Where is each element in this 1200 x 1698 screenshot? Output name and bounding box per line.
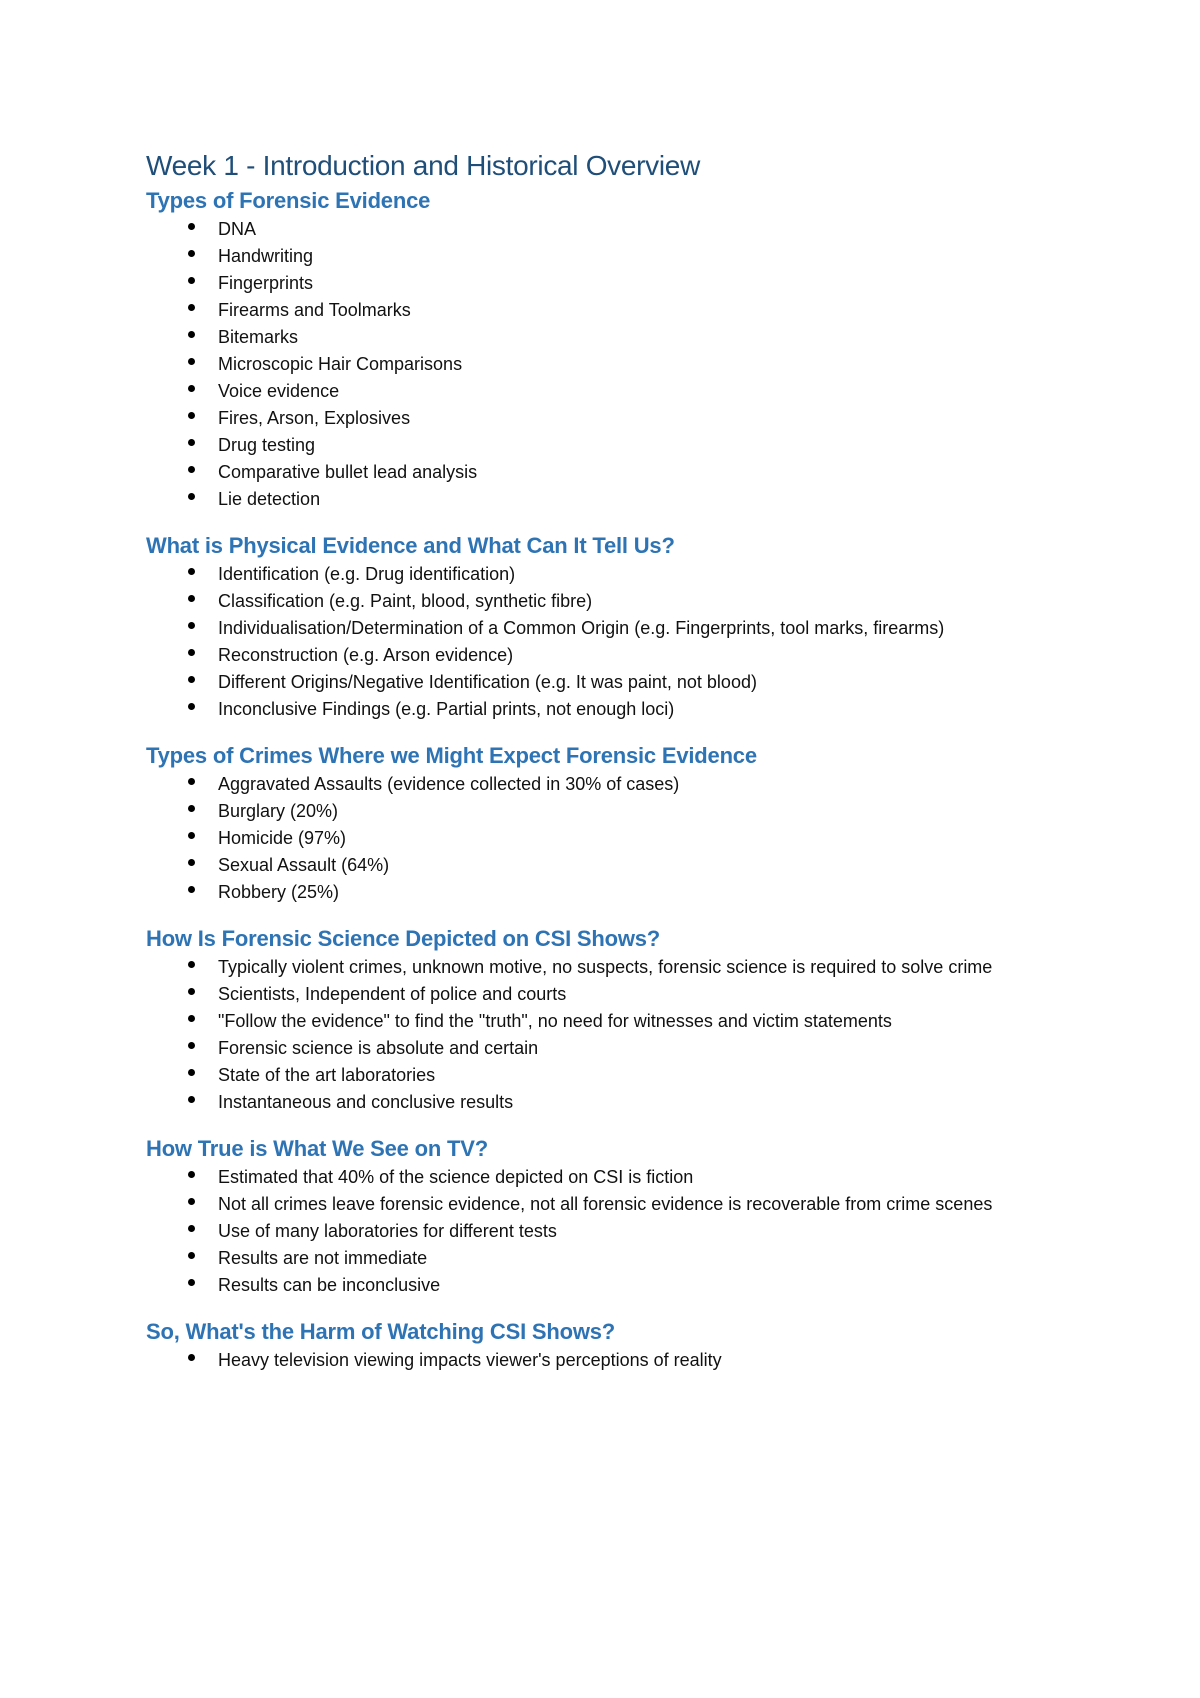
bullet-item: Different Origins/Negative Identification (e.g. It was paint, not blood) <box>218 669 1086 696</box>
bullet-item: Forensic science is absolute and certain <box>218 1035 1086 1062</box>
bullet-list <box>146 561 1086 723</box>
bullet-item: Not all crimes leave forensic evidence, not all forensic evidence is recoverable from crime scenes <box>218 1191 1086 1218</box>
bullet-item: Results are not immediate <box>218 1245 1086 1272</box>
bullet-item: Fires, Arson, Explosives <box>218 405 1086 432</box>
bullet-item: Bitemarks <box>218 324 1086 351</box>
bullet-item: Comparative bullet lead analysis <box>218 459 1086 486</box>
bullet-item: Fingerprints <box>218 270 1086 297</box>
bullet-item: Instantaneous and conclusive results <box>218 1089 1086 1116</box>
bullet-item: Robbery (25%) <box>218 879 1086 906</box>
bullet-item: Voice evidence <box>218 378 1086 405</box>
bullet-item: Reconstruction (e.g. Arson evidence) <box>218 642 1086 669</box>
bullet-item: Burglary (20%) <box>218 798 1086 825</box>
document-title: Week 1 - Introduction and Historical Overview <box>146 150 700 181</box>
bullet-item: DNA <box>218 216 1086 243</box>
bullet-item: Firearms and Toolmarks <box>218 297 1086 324</box>
bullet-item: Scientists, Independent of police and courts <box>218 981 1086 1008</box>
document-body <box>146 146 1086 1374</box>
bullet-list <box>146 1347 1086 1374</box>
bullet-item: Individualisation/Determination of a Common Origin (e.g. Fingerprints, tool marks, firearms) <box>218 615 1086 642</box>
section <box>146 1134 1086 1299</box>
section-heading: So, What's the Harm of Watching CSI Shows? <box>146 1319 616 1344</box>
bullet-list <box>146 1164 1086 1299</box>
bullet-item: Typically violent crimes, unknown motive, no suspects, forensic science is required to solve crime <box>218 954 1086 981</box>
section <box>146 531 1086 723</box>
bullet-item: Handwriting <box>218 243 1086 270</box>
bullet-item: Estimated that 40% of the science depicted on CSI is fiction <box>218 1164 1086 1191</box>
section-heading: What is Physical Evidence and What Can It Tell Us? <box>146 533 675 558</box>
bullet-item: Microscopic Hair Comparisons <box>218 351 1086 378</box>
bullet-item: Identification (e.g. Drug identification) <box>218 561 1086 588</box>
bullet-item: State of the art laboratories <box>218 1062 1086 1089</box>
section <box>146 741 1086 906</box>
bullet-list <box>146 954 1086 1116</box>
section-heading: Types of Crimes Where we Might Expect Forensic Evidence <box>146 743 757 768</box>
bullet-item: Sexual Assault (64%) <box>218 852 1086 879</box>
section <box>146 186 1086 513</box>
bullet-item: "Follow the evidence" to find the "truth", no need for witnesses and victim statements <box>218 1008 1086 1035</box>
bullet-item: Use of many laboratories for different tests <box>218 1218 1086 1245</box>
section-heading: How Is Forensic Science Depicted on CSI Shows? <box>146 926 661 951</box>
section <box>146 1317 1086 1374</box>
section-heading: Types of Forensic Evidence <box>146 188 431 213</box>
section-heading: How True is What We See on TV? <box>146 1136 488 1161</box>
bullet-item: Lie detection <box>218 486 1086 513</box>
bullet-item: Heavy television viewing impacts viewer's perceptions of reality <box>218 1347 1086 1374</box>
bullet-item: Classification (e.g. Paint, blood, synthetic fibre) <box>218 588 1086 615</box>
bullet-list <box>146 216 1086 513</box>
bullet-item: Inconclusive Findings (e.g. Partial prints, not enough loci) <box>218 696 1086 723</box>
bullet-item: Homicide (97%) <box>218 825 1086 852</box>
bullet-list <box>146 771 1086 906</box>
bullet-item: Aggravated Assaults (evidence collected in 30% of cases) <box>218 771 1086 798</box>
bullet-item: Drug testing <box>218 432 1086 459</box>
section <box>146 924 1086 1116</box>
bullet-item: Results can be inconclusive <box>218 1272 1086 1299</box>
sections-container <box>146 186 1086 1374</box>
